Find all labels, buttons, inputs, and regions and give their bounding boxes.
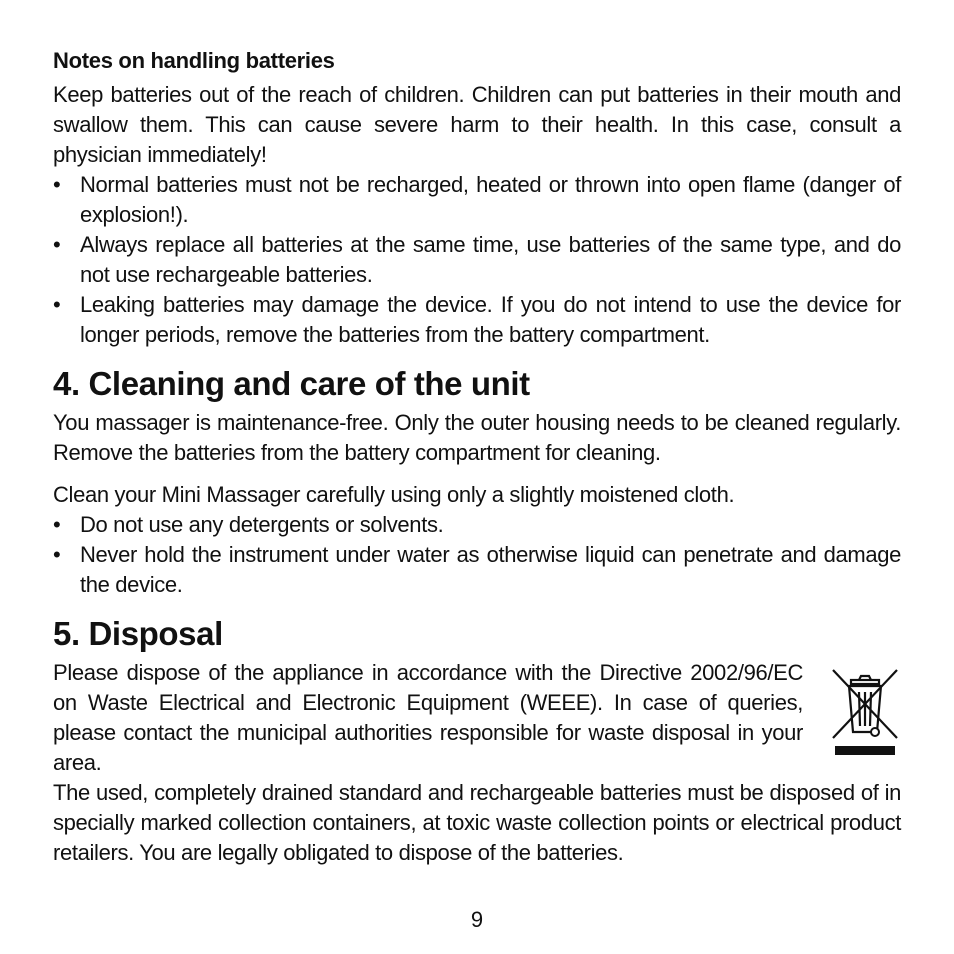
list-item-text: Always replace all batteries at the same time, use batteries of the same type, and do not use rechargeable batteries.: [80, 232, 901, 287]
cleaning-bullet-list: [53, 510, 901, 600]
bullet-icon: •: [53, 292, 61, 317]
document-page: [53, 48, 901, 868]
bullet-icon: •: [53, 232, 61, 257]
list-item: [53, 170, 901, 230]
bullet-icon: •: [53, 542, 61, 567]
notes-heading: Notes on handling batteries: [53, 48, 335, 73]
crossed-out-wheelie-bin-icon: [829, 666, 901, 758]
cleaning-heading: 4. Cleaning and care of the unit: [53, 365, 530, 402]
bullet-icon: •: [53, 172, 61, 197]
list-item-text: Normal batteries must not be recharged, heated or thrown into open flame (danger of explosion!).: [80, 172, 901, 227]
list-item-text: Do not use any detergents or solvents.: [80, 512, 444, 537]
list-item: [53, 290, 901, 350]
disposal-heading: 5. Disposal: [53, 615, 223, 652]
list-item: [53, 510, 901, 540]
list-item-text: Leaking batteries may damage the device. If you do not intend to use the device for longer periods, remove the batteries from the battery compartment.: [80, 292, 901, 347]
notes-bullet-list: [53, 170, 901, 350]
list-item-text: Never hold the instrument under water as otherwise liquid can penetrate and damage the device.: [80, 542, 901, 597]
list-item: [53, 230, 901, 290]
cleaning-para-1: You massager is maintenance-free. Only the outer housing needs to be cleaned regularly. Remove the batteries from the battery compartment for cleaning.: [53, 410, 901, 465]
list-item: [53, 540, 901, 600]
disposal-para-2: The used, completely drained standard and rechargeable batteries must be disposed of in specially marked collection containers, at toxic waste collection points or electrical product retailers. You are legally obligated to dispose of the batteries.: [53, 780, 901, 865]
cleaning-para-2: Clean your Mini Massager carefully using only a slightly moistened cloth.: [53, 482, 735, 507]
disposal-para-1: Please dispose of the appliance in accordance with the Directive 2002/96/EC on Waste Electrical and Electronic Equipment (WEEE). In case of queries, please contact the municipal authorities responsible for waste disposal in your area.: [53, 660, 803, 775]
page-number: 9: [470, 907, 484, 932]
notes-intro: Keep batteries out of the reach of children. Children can put batteries in their mouth and swallow them. This can cause severe harm to their health. In this case, consult a physician immediately!: [53, 82, 901, 167]
disposal-block: [53, 658, 901, 778]
bullet-icon: •: [53, 512, 61, 537]
